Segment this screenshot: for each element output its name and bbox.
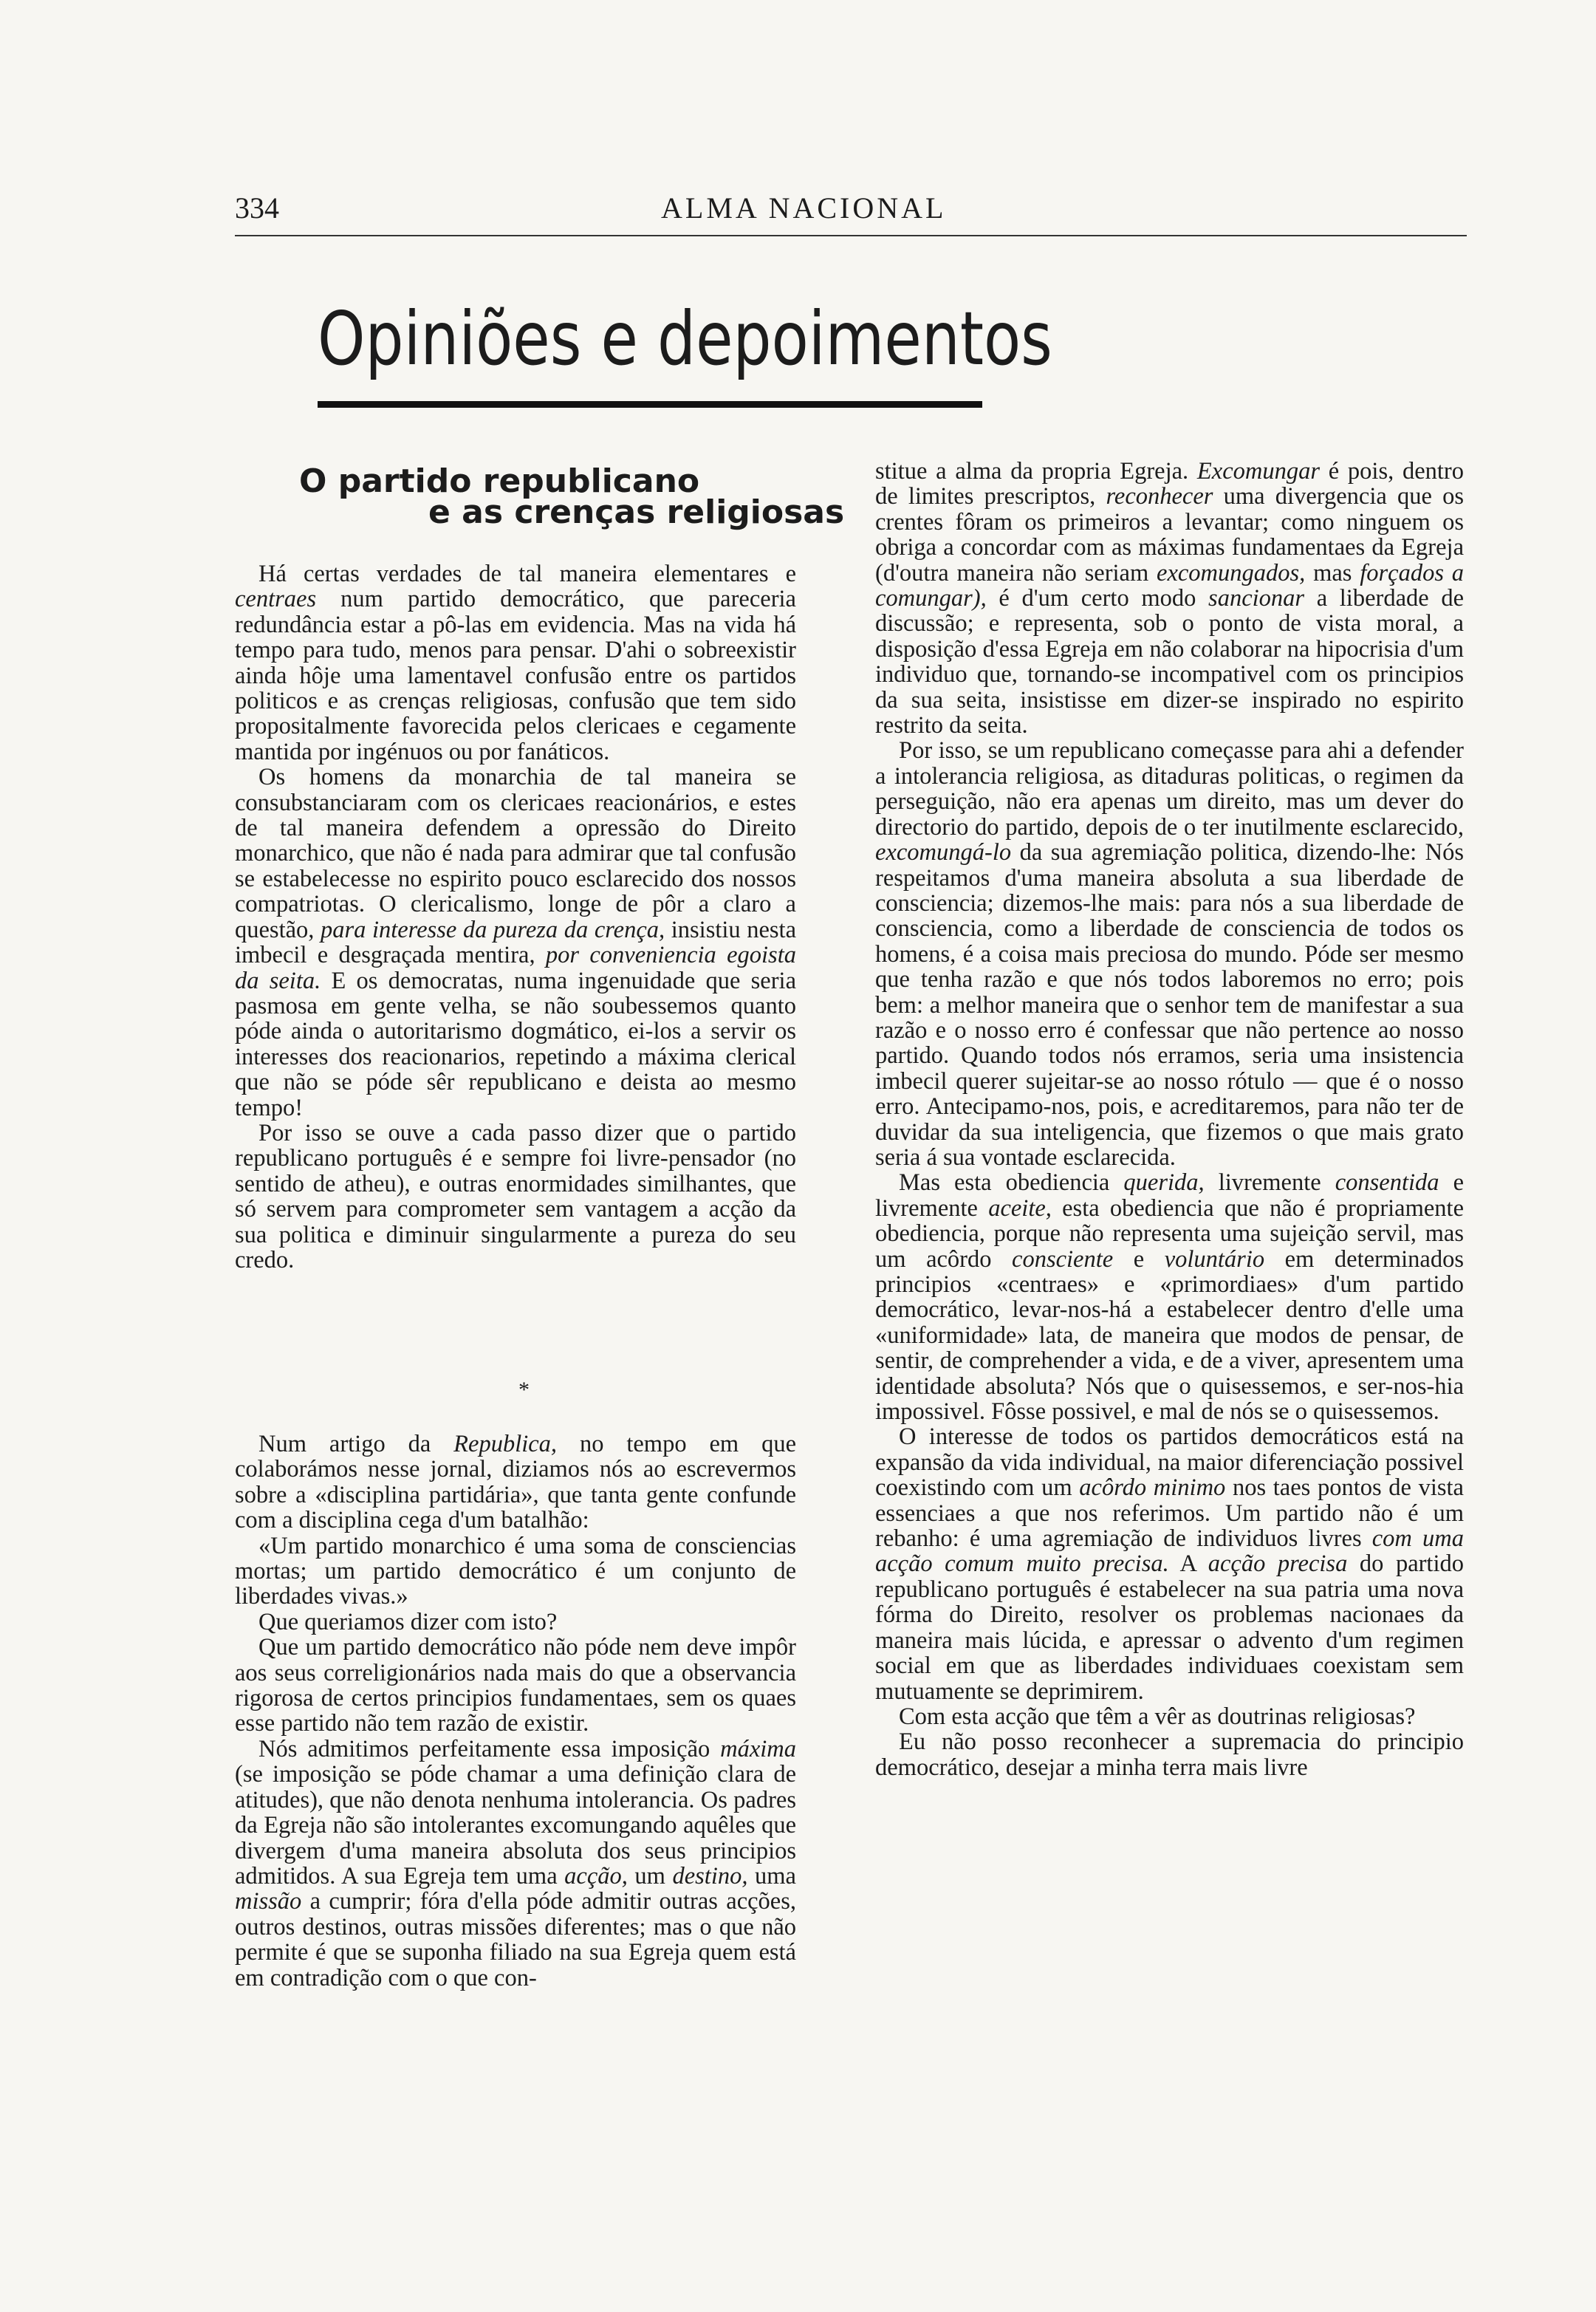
italic-run: excomungá-lo	[875, 839, 1012, 866]
paragraph	[875, 1170, 1464, 1424]
italic-run: para interesse da pureza da crença,	[320, 916, 665, 943]
italic-run: forçados a comungar),	[875, 559, 1464, 612]
italic-run: reconhecer	[1106, 483, 1213, 510]
paragraph	[875, 1424, 1464, 1703]
italic-run: missão	[235, 1888, 302, 1915]
text-run: A	[1168, 1550, 1208, 1578]
italic-run: sancionar	[1208, 585, 1305, 612]
paragraph	[875, 1729, 1464, 1780]
text-run: e	[1113, 1245, 1165, 1273]
italic-run: voluntário	[1164, 1245, 1265, 1273]
section-separator: *	[518, 1378, 530, 1402]
text-run: e livremente	[875, 1169, 1464, 1222]
italic-run: acôrdo minimo	[1079, 1474, 1226, 1502]
text-run: O interesse de todos os partidos democráticos está na expansão da vida individual, na maior diferenciação possivel coexistindo com um	[875, 1423, 1464, 1502]
text-run: esta obediencia que não é propriamente obediencia, porque não representa uma sujeição servil, mas um acôrdo	[875, 1194, 1464, 1273]
text-run: num partido democrático, que pareceria redundância estar a pô-las em evidencia. Mas na vida há tempo para tudo, menos para pensar. D'ahi o sobreexistir ainda hôje uma lamentavel confusão entre os partidos politicos e as crenças religiosas, confusão que tem sido propositalmente favorecida pelos clericaes e cegamente mantida por ingénuos ou por fanáticos.	[235, 586, 796, 765]
paragraph	[235, 561, 796, 765]
page-number: 334	[235, 191, 279, 225]
left-column-top	[235, 561, 796, 1273]
paragraph	[235, 1737, 796, 1991]
italic-run: Republica,	[453, 1431, 558, 1457]
text-run: é d'um certo modo	[986, 585, 1209, 612]
italic-run: com uma acção comum muito precisa.	[875, 1525, 1464, 1578]
text-run: Eu não posso reconhecer a supremacia do principio democrático, desejar a minha terra mais livre	[875, 1728, 1464, 1781]
italic-run: acção,	[564, 1862, 628, 1889]
text-run: stitue a alma da propria Egreja.	[875, 458, 1197, 485]
italic-run: consentida	[1335, 1169, 1439, 1197]
text-run: um	[627, 1862, 673, 1889]
paragraph	[875, 1704, 1464, 1729]
text-run: Num artigo da	[258, 1431, 454, 1457]
article-title: Opiniões e depoimentos	[318, 295, 1052, 382]
italic-run: excomungados,	[1157, 559, 1306, 586]
text-run: Os homens da monarchia de tal maneira se consubstanciaram com os clericaes reacionários, e estes de tal maneira defendem a opressão do Direito monarchico, que não é nada para admirar que tal confusão se estabelecesse no espirito pouco esclarecido dos nossos compatriotas. O clericalismo, longe de pôr a claro a questão,	[235, 764, 796, 943]
italic-run: acção precisa	[1208, 1550, 1348, 1578]
italic-run: máxima	[720, 1735, 796, 1762]
text-run: no tempo em que colaborámos nesse jornal, diziamos nós ao escrevermos sobre a «disciplina partidária», que tanta gente confunde com a disciplina cega d'um batalhão:	[235, 1431, 796, 1534]
text-run: da sua agremiação politica, dizendo-lhe: Nós respeitamos d'uma maneira absoluta a sua liberdade de consciencia; dizemos-lhe mais: para nós a sua liberdade de consciencia, como a liberdade de consciencia de todos os homens, é a coisa mais preciosa do mundo. Póde ser mesmo que tenha razão e que nós todos laboremos no erro; pois bem: a melhor maneira que o senhor tem de manifestar a sua razão e o nosso erro é confessar que não pertence ao nosso partido. Quando todos nós erramos, seria uma insistencia imbecil querer sujeitar-se ao nosso rótulo — que é o nosso erro. Antecipamo-nos, pois, e acreditaremos, para não ter de duvidar da sua inteligencia, que fizemos o que mais grato seria á sua vontade esclarecida.	[875, 839, 1464, 1171]
text-run: livremente	[1204, 1169, 1335, 1197]
text-run: uma divergencia que os crentes fôram os primeiros a levantar; como ninguem os obriga a concordar com as máximas fundamentaes da Egreja (d'outra maneira não seriam	[875, 483, 1464, 586]
text-run: Que queriamos dizer com isto?	[258, 1608, 558, 1635]
text-run: é pois, dentro de limites prescriptos,	[875, 458, 1464, 510]
italic-run: por conveniencia egoista da seita.	[235, 942, 796, 994]
text-run: Mas esta obediencia	[899, 1169, 1124, 1197]
text-run: do partido republicano português é estabelecer na sua patria uma nova fórma do Direito, resolver os problemas nacionaes da maneira mais lúcida, e apressar o advento d'um regimen social em que as liberdades individuaes coexistam sem mutuamente se deprimirem.	[875, 1550, 1464, 1705]
italic-run: destino,	[672, 1862, 748, 1889]
text-run: Que um partido democrático não póde nem deve impôr aos seus correligionários nada mais do que a observancia rigorosa de certos principios fundamentaes, sem os quaes esse partido não tem razão de existir.	[235, 1634, 796, 1737]
running-title: ALMA NACIONAL	[661, 191, 947, 225]
paragraph	[235, 1610, 796, 1635]
italic-run: Excomungar	[1196, 458, 1320, 485]
paragraph	[875, 459, 1464, 738]
text-run: «Um partido monarchico é uma soma de consciencias mortas; um partido democrático é um conjunto de liberdades vivas.»	[235, 1532, 796, 1610]
text-run: Com esta acção que têm a vêr as doutrinas religiosas?	[899, 1703, 1416, 1730]
text-run: Por isso, se um republicano começasse para ahi a defender a intolerancia religiosa, as ditaduras politicas, o regimen da perseguição, não era apenas um direito, mas um dever do directorio do partido, depois de o ter inutilmente esclarecido,	[875, 737, 1464, 841]
text-run: Por isso se ouve a cada passo dizer que o partido republicano português é e sempre foi livre-pensador (no sentido de atheu), e outras enormidades similhantes, que só servem para comprometer sem vantagem a acção da sua politica e diminuir singularmente a pureza do seu credo.	[235, 1119, 796, 1273]
text-run: em determinados principios «centraes» e «primordiaes» d'um partido democrático, levar-nos-há a estabelecer dentro d'elle uma «uniformidade» lata, de maneira que modos de pensar, de sentir, de comprehender a vida, e de a viver, apresentem uma identidade absoluta? Nós que o quisessemos, e ser-nos-hia impossivel. Fôsse possivel, e mal de nós se o quisessemos.	[875, 1245, 1464, 1426]
italic-run: querida,	[1123, 1169, 1205, 1197]
text-run: uma	[747, 1862, 796, 1889]
paragraph	[235, 1432, 796, 1533]
text-run: nos taes pontos de vista essenciaes a que nos referimos. Um partido não é um rebanho: é uma agremiação de individuos livres	[875, 1474, 1464, 1553]
text-run: mas	[1305, 559, 1360, 586]
text-run: Há certas verdades de tal maneira elementares e	[258, 561, 796, 587]
left-column-bottom	[235, 1432, 796, 1991]
text-run: a cumprir; fóra d'ella póde admitir outras acções, outros destinos, outras missões diferentes; mas o que não permite é que se suponha filiado na sua Egreja quem está em contradição com o que con-	[235, 1888, 796, 1991]
paragraph	[235, 765, 796, 1121]
paragraph	[235, 1533, 796, 1610]
italic-run: aceite,	[988, 1194, 1052, 1222]
paragraph	[875, 738, 1464, 1170]
italic-run: consciente	[1012, 1245, 1114, 1273]
text-run: E os democratas, numa ingenuidade que seria pasmosa em gente velha, se não soubessemos quanto póde ainda o autoritarismo dogmático, ei-los a servir os interesses dos reacionarios, repetindo a máxima clerical que não se póde sêr republicano e deista ao mesmo tempo!	[235, 967, 796, 1121]
article-subtitle-line1: O partido republicano	[299, 462, 700, 500]
paragraph	[235, 1635, 796, 1737]
paragraph	[235, 1121, 796, 1273]
header-rule	[235, 235, 1467, 236]
article-subtitle-line2: e as crenças religiosas	[428, 493, 845, 531]
text-run: Nós admitimos perfeitamente essa imposição	[258, 1735, 721, 1762]
text-run: (se imposição se póde chamar a uma definição clara de atitudes), que não denota nenhuma intolerancia. Os padres da Egreja não são intolerantes excomungando aquêles que divergem d'uma maneira absoluta dos seus principios admitidos. A sua Egreja tem uma	[235, 1761, 796, 1889]
text-run: a liberdade de discussão; e representa, sob o ponto de vista moral, a disposição d'essa Egreja em não colaborar na hipocrisia d'um individuo que, tornando-se incompativel com os principios da sua seita, insistisse em dizer-se inspirado no espirito restrito da seita.	[875, 585, 1464, 739]
right-column	[875, 459, 1464, 1780]
text-run: insistiu nesta imbecil e desgraçada mentira,	[235, 916, 797, 969]
title-underline	[318, 401, 982, 408]
italic-run: centraes	[235, 586, 317, 613]
